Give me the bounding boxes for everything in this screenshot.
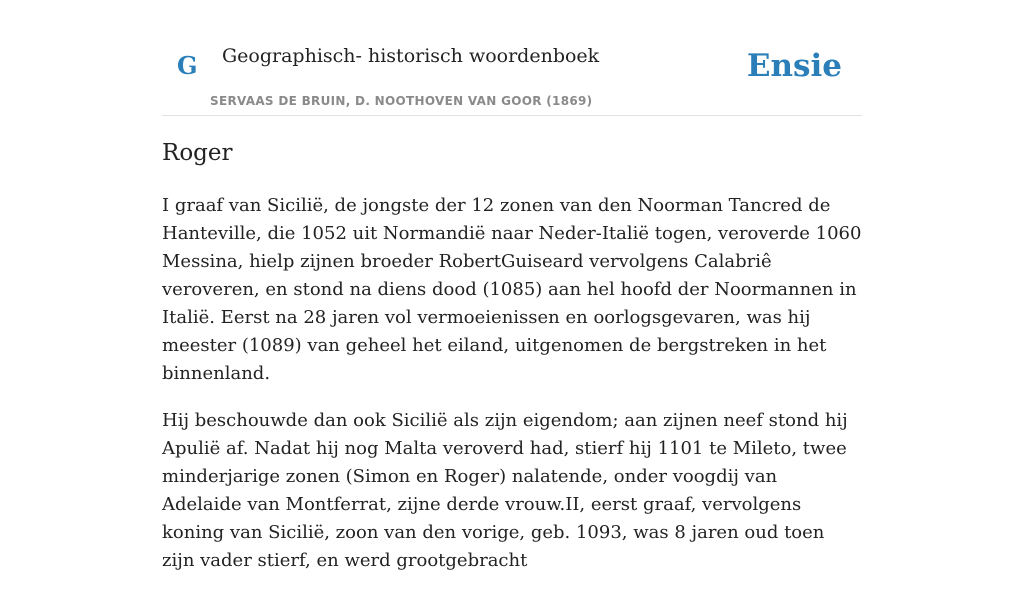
book-logo-icon[interactable]: G <box>177 51 198 80</box>
ensie-logo-link[interactable]: Ensie <box>746 48 842 84</box>
book-header <box>162 0 862 116</box>
entry-paragraph: I graaf van Sicilië, de jongste der 12 zonen van den Noorman Tancred de Hanteville, die 1052 uit Normandië naar Neder-Italië togen, veroverde 1060 Messina, hielp zijnen broeder RobertGuiseard vervolgens Calabriê veroveren, en stond na diens dood (1085) aan hel hoofd der Noormannen in Italië. Eerst na 28 jaren vol vermoeienissen en oorlogsgevaren, was hij meester (1089) van geheel het eiland, uitgenomen de bergstreken in het binnenland. <box>162 195 862 384</box>
content-column <box>162 0 862 571</box>
entry-body <box>162 192 862 594</box>
book-title[interactable]: Geographisch- historisch woordenboek <box>222 45 600 67</box>
book-authors: SERVAAS DE BRUIN, D. NOOTHOVEN VAN GOOR (1869) <box>210 94 593 108</box>
entry-paragraph: Hij beschouwde dan ook Sicilië als zijn eigendom; aan zijnen neef stond hij Apulië af. Nadat hij nog Malta veroverd had, stierf hij 1101 te Mileto, twee minderjarige zonen (Simon en Roger) nalatende, onder voogdij van Adelaide van Montferrat, zijne derde vrouw.II, eerst graaf, vervolgens koning van Sicilië, zoon van den vorige, geb. 1093, was 8 jaren oud toen zijn vader stierf, en werd grootgebracht <box>162 410 848 571</box>
entry-title: Roger <box>162 140 233 166</box>
